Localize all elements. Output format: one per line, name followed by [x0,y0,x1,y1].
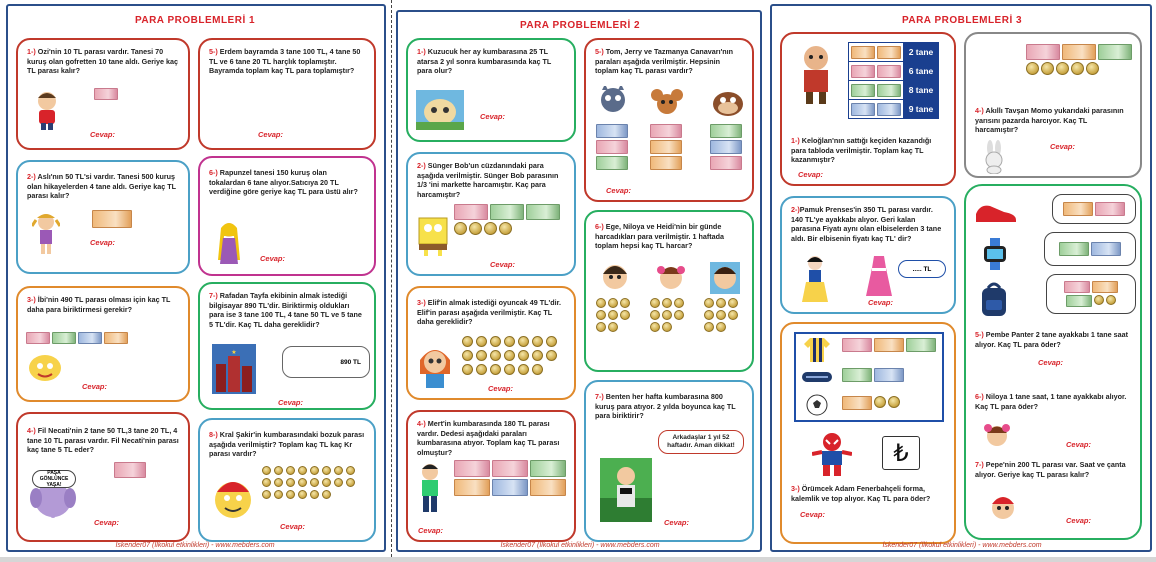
ibi-character-icon [28,352,62,382]
banknote-icon [596,140,628,154]
coin-icon [728,298,738,308]
coin-icon [490,364,501,375]
problem-number: 6-) [595,222,604,231]
answer-label: Cevap: [606,186,632,195]
page-title: PARA PROBLEMLERİ 1 [134,15,256,26]
answer-label: Cevap: [664,518,690,527]
problem-text: Kuzucuk her ay kumbarasına 25 TL atarsa 2 yıl sonra kumbarasında kaç TL para olur? [417,47,552,76]
banknote-icon [1059,242,1089,256]
problem-number: 2-) [791,205,800,214]
coin-icon [310,478,319,487]
money-bills [1026,44,1136,75]
pepe-character-icon [988,494,1018,524]
banknote-icon [877,46,901,59]
ege-character-icon [600,262,630,294]
problem-text: Sünger Bob'un cüzdanındaki para aşağıda verilmiştir. Sünger Bob parasının 1/3 'ini markette harcamıştır. Kaç para harcamıştır? [417,161,559,199]
worksheet-page-1 [0,4,390,556]
dress-price-callout: ..... TL [898,260,946,278]
money-bills [849,82,903,99]
coin-icon [716,310,726,320]
problem-number: 4-) [417,419,426,428]
coin-icon [874,396,886,408]
coin-icon [518,350,529,361]
banknote-icon [842,368,872,382]
coin-group [262,466,362,499]
answer-label: Cevap: [94,518,120,527]
answer-label: Cevap: [488,384,514,393]
table-row [849,62,939,81]
mert-character-icon [416,462,444,514]
money-bills [849,44,903,61]
heidi-coins [704,298,748,332]
banknote-icon [1064,281,1090,293]
coin-icon [620,310,630,320]
problem-text: Aslı'nın 50 TL'si vardır. Tanesi 500 kuruş olan hikayelerden 4 tane aldı. Geriye kaç TL parası kalır? [27,172,176,201]
problem-text: Ege, Niloya ve Heidi'nin bir günde harcadıkları para verilmiştir. 1 haftada toplam hepsi kaç TL harcar? [595,222,725,251]
table-count: 8 tane [904,81,939,100]
coin-icon [532,336,543,347]
coin-icon [262,478,271,487]
coin-icon [650,298,660,308]
coin-icon [608,298,618,308]
spiderman-character-icon [812,432,852,476]
coin-icon [286,466,295,475]
coin-icon [322,490,331,499]
problem-number: 1-) [417,47,426,56]
girl-character-icon [32,212,60,254]
problem-number: 5-) [595,47,604,56]
banknote-icon [906,338,936,352]
page-footer: İskender07 (İlkokul etkinlikleri) - www.mebders.com [115,542,275,549]
money-bills [454,204,564,235]
money-bills [1059,242,1121,256]
problem-text: Tom, Jerry ve Tazmanya Canavarı'nın paraları aşağıda verilmiştir. Hepsinin toplam kaç TL parası vardır? [595,47,734,76]
coin-icon [532,364,543,375]
banknote-icon [877,103,901,116]
answer-label: Cevap: [260,254,286,263]
problem-box-6 [198,156,376,276]
banknote-icon [454,204,488,220]
problem-text: Mert'in kumbarasında 180 TL parası vardır. Dedesi aşağıdaki paraları kumbarasına atıyor. Toplam kaç TL parası olmuştur? [417,419,560,457]
table-row [849,43,939,62]
problem-text: İbi'nin 490 TL parası olması için kaç TL daha para biriktirmesi gerekir? [27,295,171,314]
coin-icon [662,310,672,320]
banknote-icon [650,156,682,170]
page-title: PARA PROBLEMLERİ 3 [901,15,1023,26]
answer-label: Cevap: [280,522,306,531]
answer-label: Cevap: [798,170,824,179]
coin-icon [476,350,487,361]
money-bills [92,210,132,228]
problem-number: 5-) [209,47,218,56]
coin-icon [1026,62,1039,75]
taz-money [710,124,750,170]
coin-icon [888,396,900,408]
problem-number: 8-) [209,430,218,439]
banknote-icon [1095,202,1125,216]
problem-number: 7-) [595,392,604,401]
coin-icon [596,310,606,320]
coin-icon [608,310,618,320]
problem-box-1 [780,32,956,186]
answer-label: Cevap: [1038,358,1064,367]
problem-text: Fil Necati'nin 2 tane 50 TL,3 tane 20 TL, 4 tane 10 TL parası vardır. Fil Necati'nin parası kaç tane 5 TL eder? [27,426,179,455]
banknote-icon [490,204,524,220]
problem-box-3 [406,286,576,400]
coin-icon [1041,62,1054,75]
worksheet-page-3 [768,4,1156,556]
problem-number: 1-) [791,136,800,145]
problem-box-4 [964,32,1142,178]
banknote-icon [94,88,118,100]
sneaker-icon [974,200,1018,226]
banknote-icon [877,65,901,78]
earnings-table [848,42,939,119]
banknote-icon [596,124,628,138]
answer-label: Cevap: [418,526,444,535]
coin-icon [1086,62,1099,75]
coin-icon [1106,295,1116,305]
table-row [849,81,939,100]
coin-icon [322,466,331,475]
answer-label: Cevap: [868,298,894,307]
banknote-icon [1066,295,1092,307]
problem-number: 6-) [209,168,218,177]
coin-icon [499,222,512,235]
tom-money [596,124,636,170]
answer-label: Cevap: [82,382,108,391]
coin-icon [346,466,355,475]
problem-text: Akıllı Tavşan Momo yukarıdaki parasının yarısını pazarda harcıyor. Kaç TL harcamıştır? [975,106,1124,135]
coin-icon [504,350,515,361]
banknote-icon [851,65,875,78]
rafadan-tayfa-poster-icon [212,344,256,394]
problem-number: 3-) [791,484,800,493]
heidi-character-icon [710,262,740,294]
problem-box-1 [406,38,576,142]
answer-label: Cevap: [1050,142,1076,151]
coin-icon [704,310,714,320]
banknote-icon [842,396,872,410]
coin-icon [662,298,672,308]
banknote-icon [454,479,490,496]
ball-price [842,396,942,410]
problem-text: Keloğlan'nın sattığı keçiden kazandığı para tabloda verilmiştir. Toplam kaç TL kazanmıştır? [791,136,932,165]
backpack-icon [980,282,1008,316]
problem-box-4 [16,412,190,542]
banknote-icon [710,124,742,138]
pencil-case-price [842,368,942,382]
problem-text: Pamuk Prenses'in 350 TL parası vardır. 140 TL'ye ayakkabı alıyor. Geri kalan parasına Fiyatı aynı olan elbiselerden 3 tane aldı. Bir elbisenin fiyatı kaç TL' dir? [791,205,942,243]
coin-icon [608,322,618,332]
problem-box-3 [16,286,190,402]
coin-icon [1094,295,1104,305]
coin-icon [546,350,557,361]
banknote-icon [874,338,904,352]
elif-character-icon [416,344,454,388]
problem-box-8 [198,418,376,542]
problem-number: 3-) [417,298,426,307]
coin-icon [532,350,543,361]
problem-text: Elif'in almak istediği oyuncak 49 TL'dir. Elif'in parası aşağıda verilmiştir. Kaç TL daha gereklidir? [417,298,562,327]
problem-box-2 [780,196,956,314]
problem-number: 4-) [27,426,36,435]
answer-label: Cevap: [90,238,116,247]
hint-speech-bubble: Arkadaşlar 1 yıl 52 haftadır. Aman dikkat! [658,430,744,454]
banknote-icon [596,156,628,170]
coin-icon [490,350,501,361]
coin-icon [346,478,355,487]
banknote-icon [877,84,901,97]
banknote-icon [710,140,742,154]
coin-icon [462,364,473,375]
coin-icon [334,466,343,475]
answer-label: Cevap: [800,510,826,519]
page-divider [391,0,392,562]
banknote-icon [492,460,528,477]
coin-group [462,336,566,375]
ege-coins [596,298,640,332]
watch-price-callout [1044,232,1136,266]
problem-text: Ozi'nin 10 TL parası vardır. Tanesi 70 kuruş olan gofretten 10 tane aldı. Geriye kaç TL parası kalır? [27,47,178,76]
backpack-price-callout [1046,274,1136,314]
banknote-icon [851,103,875,116]
banknote-icon [1098,44,1132,60]
money-bills [94,88,118,100]
banknote-icon [650,140,682,154]
money-bills [114,462,146,478]
taz-character-icon [710,86,746,118]
coin-icon [462,350,473,361]
problem-text: Örümcek Adam Fenerbahçeli forma, kalemlik ve top alıyor. Kaç TL para öder? [791,484,931,503]
product-price-table [794,332,944,422]
problem-text: Rapunzel tanesi 150 kuruş olan tokalardan 6 tane alıyor.Satıcıya 20 TL verdiğine göre geriye kaç TL para üstü alır? [209,168,358,197]
problem-box-5 [584,38,754,202]
coin-icon [334,478,343,487]
coin-icon [484,222,497,235]
worksheet-page-2 [394,4,766,556]
banknote-icon [851,46,875,59]
page-title: PARA PROBLEMLERİ 2 [519,20,641,31]
coin-icon [662,322,672,332]
rabbit-momo-character-icon [982,140,1006,174]
coin-icon [650,310,660,320]
money-bills [1063,202,1125,216]
coin-icon [716,298,726,308]
coin-icon [262,466,271,475]
coin-icon [310,490,319,499]
coin-icon [650,322,660,332]
banknote-icon [52,332,76,344]
table-count: 9 tane [904,100,939,119]
coin-icon [518,364,529,375]
svg-text:★: ★ [231,350,237,356]
answer-label: Cevap: [278,398,304,407]
answer-label: Cevap: [490,260,516,269]
problem-number: 7-) [209,291,218,300]
coin-icon [262,490,271,499]
sneaker-price-callout [1052,194,1136,224]
coin-icon [1056,62,1069,75]
problem-box-5 [198,38,376,150]
problem-text: Pembe Panter 2 tane ayakkabı 1 tane saat alıyor. Kaç TL para öder? [975,330,1129,349]
coin-icon [274,466,283,475]
money-bills [454,460,570,496]
banknote-icon [104,332,128,344]
answer-label: Cevap: [90,130,116,139]
coin-icon [504,364,515,375]
problem-text: Rafadan Tayfa ekibinin almak istediği bilgisayar 890 TL'dir. Biriktirmiş oldukları para ise 3 tane 100 TL, 4 tane 50 TL ve 5 tane 5 TL'dir. Kaç TL daha gereklidir? [209,291,362,329]
sponge-bob-character-icon [416,216,450,256]
table-count: 2 tane [904,43,939,62]
table-row [849,100,939,119]
dress-icon [866,256,892,296]
answer-label: Cevap: [1066,440,1092,449]
banknote-icon [1062,44,1096,60]
banknote-icon [1092,281,1118,293]
coin-icon [716,322,726,332]
page-footer: İskender07 (İlkokul etkinlikleri) - www.mebders.com [882,542,1042,549]
pencil-case-icon [802,370,832,384]
problem-number: 6-) [975,392,984,401]
coin-icon [620,298,630,308]
coin-icon [1071,62,1084,75]
problem-box-7 [584,380,754,542]
banknote-icon [114,462,146,478]
problem-text: Benten her hafta kumbarasına 800 kuruş para atıyor. 2 yılda boyunca kaç TL para biriktirir? [595,392,736,421]
niloya-character-icon [984,422,1010,452]
banknote-icon [1026,44,1060,60]
problem-box-6 [584,210,754,372]
banknote-icon [454,460,490,477]
rapunzel-character-icon [214,220,244,264]
coin-icon [596,322,606,332]
coin-icon [728,310,738,320]
problem-box-3 [780,322,956,544]
problem-number: 3-) [27,295,36,304]
jerry-character-icon [650,88,684,118]
coin-icon [674,310,684,320]
problem-box-7 [198,282,376,410]
coin-icon [286,478,295,487]
banknote-icon [26,332,50,344]
coin-icon [504,336,515,347]
keloglan-character-icon [796,44,836,104]
coin-icon [674,298,684,308]
banknote-icon [1091,242,1121,256]
coin-icon [476,336,487,347]
banknote-icon [492,479,528,496]
problem-number: 2-) [27,172,36,181]
problem-text: Kral Şakir'in kumbarasındaki bozuk parası aşağıda verilmiştir? Toplam kaç TL kaç Kr parası vardır? [209,430,365,459]
problem-number: 7-) [975,460,984,469]
coin-icon [274,478,283,487]
coin-icon [286,490,295,499]
money-bills [849,101,903,118]
jerry-money [650,124,690,170]
answer-label: Cevap: [480,112,506,121]
problem-text: Niloya 1 tane saat, 1 tane ayakkabı alıyor. Kaç TL para öder? [975,392,1127,411]
problem-text: Pepe'nin 200 TL parası var. Saat ve çanta alıyor. Geriye kaç TL parası kalır? [975,460,1126,479]
coin-icon [476,364,487,375]
money-bills [849,63,903,80]
tom-character-icon [596,86,630,118]
answer-label: Cevap: [1066,516,1092,525]
banknote-icon [530,479,566,496]
snow-white-character-icon [800,254,830,302]
ball-icon [806,394,828,416]
banknote-icon [710,156,742,170]
coin-icon [704,322,714,332]
kral-sakir-character-icon [212,474,254,524]
coin-icon [310,466,319,475]
coin-icon [298,490,307,499]
page-footer: İskender07 (İlkokul etkinlikleri) - www.mebders.com [500,542,660,549]
problem-number: 2-) [417,161,426,170]
table-count: 6 tane [904,62,939,81]
banknote-icon [1063,202,1093,216]
banknote-icon [530,460,566,477]
coin-icon [596,298,606,308]
problem-box-1 [16,38,190,150]
banknote-icon [842,338,872,352]
coin-icon [518,336,529,347]
banknote-icon [78,332,102,344]
problem-box-4 [406,410,576,542]
money-bills [1051,281,1131,307]
lira-symbol-card: ₺ [882,436,920,470]
kuzucuk-character-icon [416,90,464,130]
boy-character-icon [32,90,62,130]
coin-icon [322,478,331,487]
banknote-icon [851,84,875,97]
smartwatch-icon [980,238,1010,270]
banknote-icon [874,368,904,382]
fenerbahce-jersey-icon [804,338,830,362]
problem-box-2 [406,152,576,276]
problem-number: 5-) [975,330,984,339]
problem-number: 4-) [975,106,984,115]
money-bills [26,332,128,344]
coin-icon [298,478,307,487]
niloya-coins [650,298,694,332]
banknote-icon [650,124,682,138]
coin-icon [490,336,501,347]
bottom-scroll-bar[interactable] [0,557,1156,562]
pasa-sign: PAŞA GÖNLÜNCE YAŞA! [32,470,76,488]
coin-icon [704,298,714,308]
coin-icon [298,466,307,475]
jersey-price [842,338,942,352]
problem-box-5-6-7 [964,184,1142,540]
niloya-character-icon [656,262,686,294]
coin-icon [462,336,473,347]
banknote-icon [92,210,132,228]
coin-icon [454,222,467,235]
problem-box-2 [16,160,190,274]
coin-icon [546,336,557,347]
problem-text: Erdem bayramda 3 tane 100 TL, 4 tane 50 TL ve 6 tane 20 TL harçlık toplamıştır. Bayramda toplam kaç TL para toplamıştır? [209,47,361,76]
banknote-icon [526,204,560,220]
benten-character-icon [600,458,652,522]
coin-icon [274,490,283,499]
answer-label: Cevap: [258,130,284,139]
problem-number: 1-) [27,47,36,56]
coin-icon [469,222,482,235]
laptop-price-callout: 890 TL [282,346,370,378]
